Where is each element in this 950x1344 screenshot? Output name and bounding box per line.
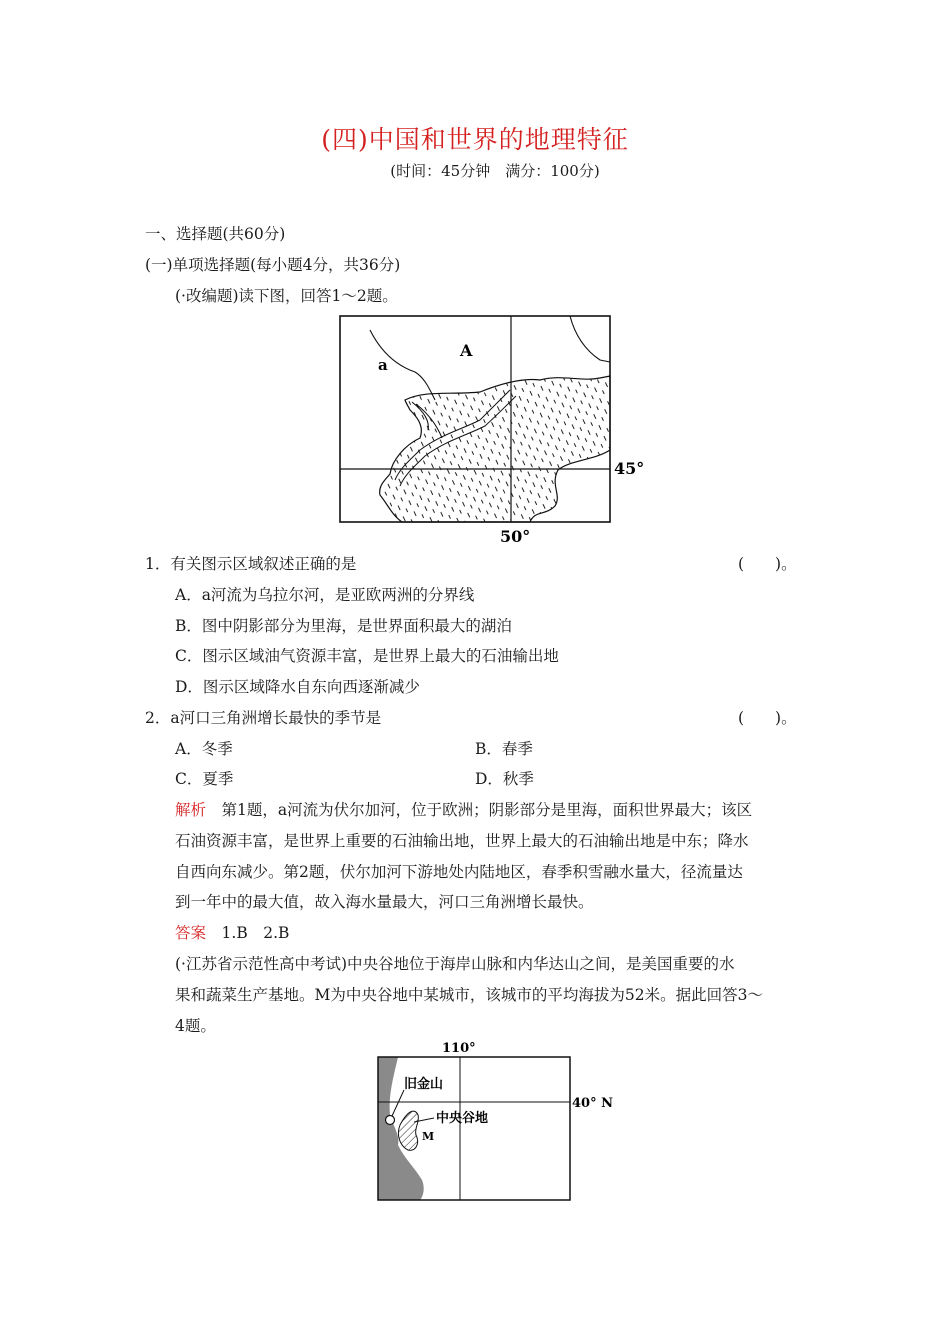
question-intro-1: (·改编题)读下图，回答1～2题。: [175, 287, 398, 305]
question-1-bracket: ( )。: [738, 555, 797, 573]
q2-option-a: A．冬季: [175, 740, 233, 758]
map2-lon-label: 110°: [442, 1041, 476, 1056]
analysis-line-2: 石油资源丰富，是世界上重要的石油输出地，世界上最大的石油输出地是中东；降水: [175, 832, 749, 850]
question-intro-2-line-2: 果和蔬菜生产基地。M为中央谷地中某城市，该城市的平均海拔为52米。据此回答3～: [175, 986, 763, 1004]
q1-option-c: C．图示区域油气资源丰富，是世界上最大的石油输出地: [175, 647, 559, 665]
question-intro-2-line-1: (·江苏省示范性高中考试)中央谷地位于海岸山脉和内华达山之间，是美国重要的水: [175, 955, 735, 973]
answer-text: 1.B 2.B: [221, 924, 290, 942]
q1-option-d: D．图示区域降水自东向西逐渐减少: [175, 678, 420, 696]
q1-option-a: A．a河流为乌拉尔河，是亚欧两洲的分界线: [175, 586, 475, 604]
map1-lon-label: 50°: [500, 527, 531, 546]
analysis-label: 解析: [175, 801, 207, 819]
section-heading: 一、选择题(共60分): [145, 225, 286, 243]
map2-city-label: 旧金山: [404, 1077, 444, 1092]
caspian-map: [330, 310, 650, 550]
analysis-line-3: 自西向东减少。第2题，伏尔加河下游地处内陆地区，春季积雪融水量大，径流量达: [175, 863, 743, 881]
central-valley-map: [370, 1040, 630, 1210]
page-subtitle: (时间：45分钟 满分：100分): [390, 162, 600, 180]
q2-option-c: C．夏季: [175, 770, 234, 788]
section-subheading: (一)单项选择题(每小题4分，共36分): [145, 256, 401, 274]
map2-lat-label: 40° N: [572, 1096, 613, 1111]
question-1-stem: 1．有关图示区域叙述正确的是: [145, 555, 357, 573]
analysis-line-4: 到一年中的最大值，故入海水量最大，河口三角洲增长最快。: [175, 893, 594, 911]
page-title: (四)中国和世界的地理特征: [321, 125, 629, 154]
san-francisco-marker: [386, 1116, 395, 1125]
map1-label-A: A: [460, 341, 473, 360]
map1-label-a: a: [378, 356, 388, 374]
analysis-line-1: 第1题，a河流为伏尔加河，位于欧洲；阴影部分是里海，面积世界最大；该区: [221, 801, 753, 819]
central-valley-shape: [398, 1111, 418, 1150]
map2-valley-label: 中央谷地: [436, 1111, 489, 1126]
q2-option-d: D．秋季: [475, 770, 534, 788]
answer-label: 答案: [175, 924, 207, 942]
question-2-stem: 2．a河口三角洲增长最快的季节是: [145, 709, 382, 727]
map1-lat-label: 45°: [614, 459, 645, 478]
question-2-bracket: ( )。: [738, 709, 797, 727]
q2-option-b: B．春季: [475, 740, 533, 758]
map2-m-label: M: [422, 1130, 435, 1143]
question-intro-2-line-3: 4题。: [175, 1017, 216, 1035]
q1-option-b: B．图中阴影部分为里海，是世界面积最大的湖泊: [175, 617, 512, 635]
